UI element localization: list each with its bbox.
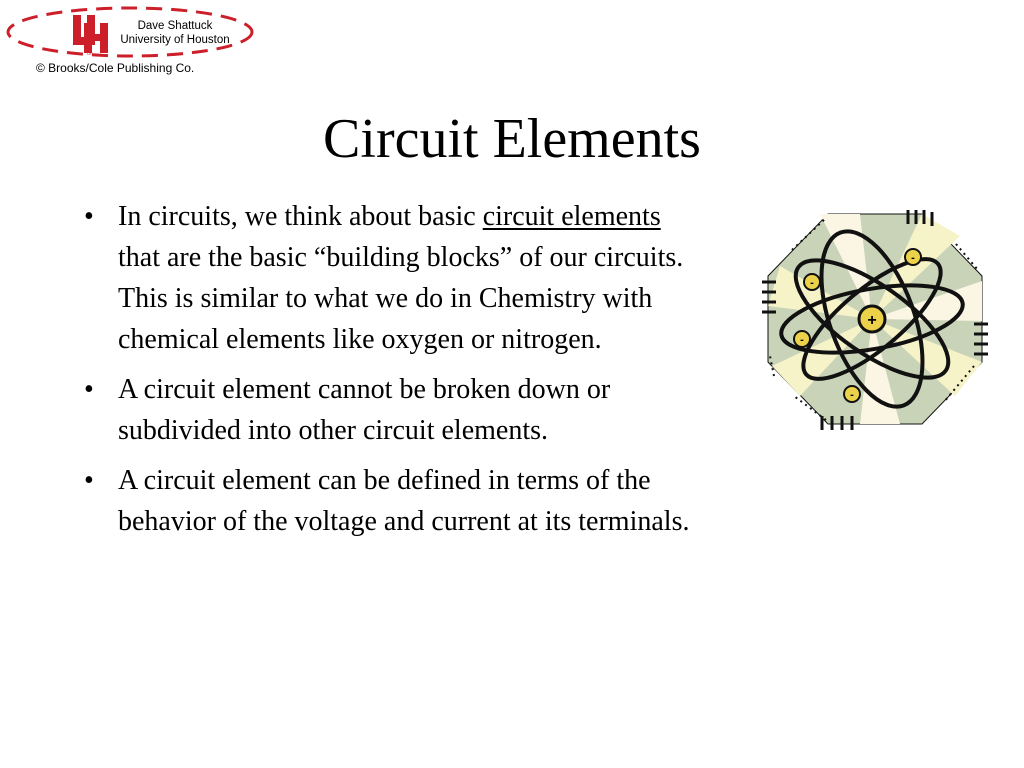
author-affiliation: University of Houston — [120, 34, 230, 46]
logo-label: UH — [87, 51, 93, 56]
author-name: Dave Shattuck — [137, 20, 213, 32]
slide-title: Circuit Elements — [323, 108, 701, 170]
electron — [905, 249, 921, 265]
bullet-text-before: In circuits, we think about basic — [118, 201, 483, 232]
copyright-notice: © Brooks/Cole Publishing Co. — [36, 61, 195, 75]
bullet-item — [84, 460, 694, 542]
svg-text:-: - — [850, 389, 854, 401]
nucleus-label: + — [867, 312, 877, 329]
bullet-item — [84, 196, 694, 360]
bullet-list — [84, 196, 694, 551]
electron — [794, 331, 810, 347]
bullet-item — [84, 369, 694, 451]
bullet-text: A circuit element can be defined in terms of the behavior of the voltage and current at its terminals. — [118, 465, 690, 537]
bullet-text-after: that are the basic “building blocks” of our circuits. This is similar to what we do in Chemistry with chemical elements like oxygen or nitrogen. — [118, 242, 684, 355]
bullet-text: A circuit element cannot be broken down or subdivided into other circuit elements. — [118, 374, 611, 446]
bullet-marker: • — [84, 465, 94, 496]
university-logo-badge — [4, 4, 256, 62]
svg-text:-: - — [800, 334, 804, 346]
atom-icon — [760, 206, 990, 432]
nucleus — [859, 306, 885, 332]
electron — [804, 274, 820, 290]
bullet-marker: • — [84, 374, 94, 405]
svg-text:-: - — [810, 277, 814, 289]
electron — [844, 386, 860, 402]
key-term: circuit elements — [482, 201, 661, 232]
uh-logo-icon — [70, 12, 110, 56]
bullet-marker: • — [84, 201, 94, 232]
svg-text:-: - — [911, 252, 915, 264]
